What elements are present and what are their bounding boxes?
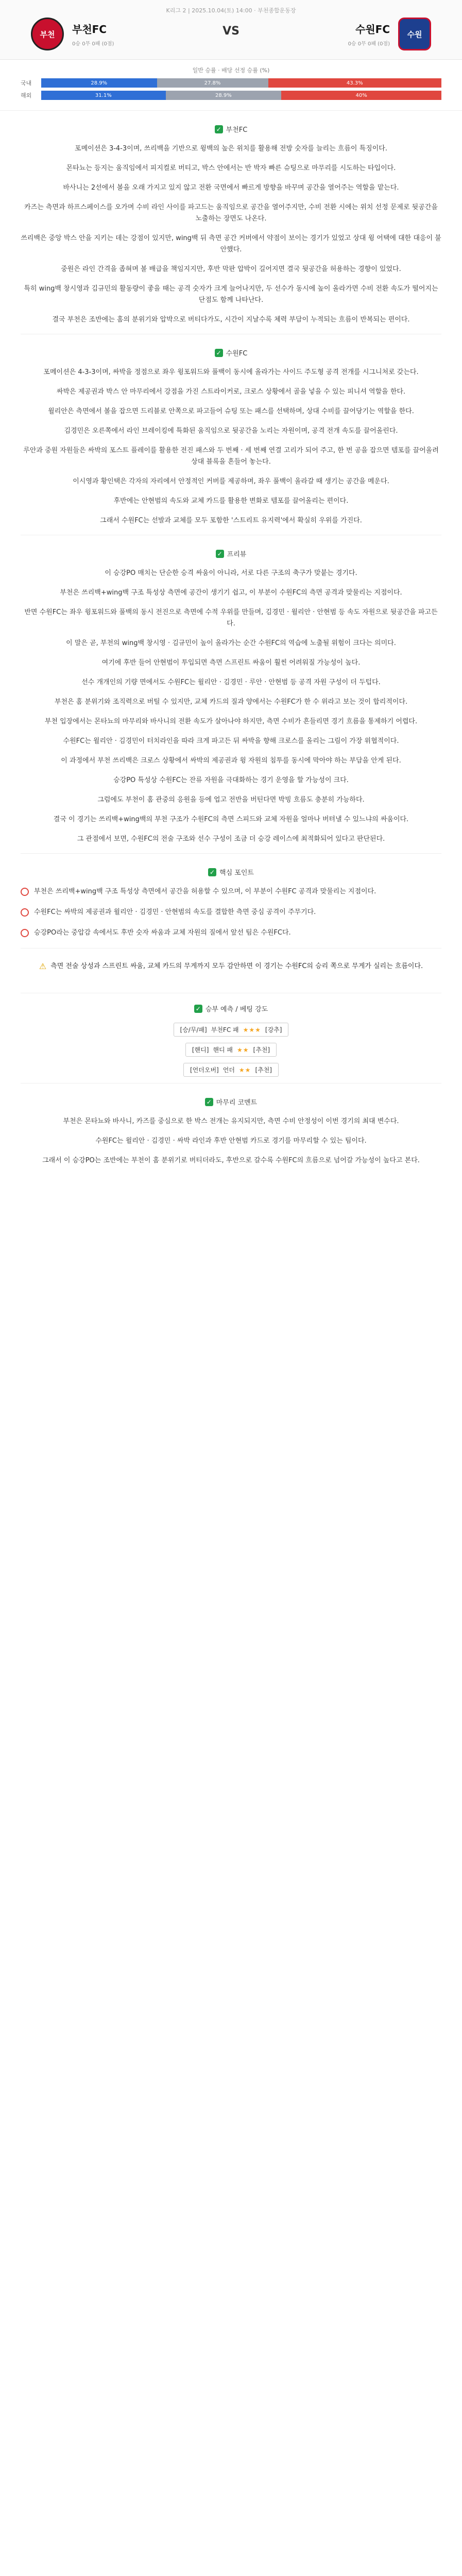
conclusion-text: 측면 전술 상성과 스프린트 싸움, 교체 카드의 무게까지 모두 감안하면 이 경기는 수원FC의 승리 쪽으로 무게가 실리는 흐름이다. xyxy=(50,962,423,970)
circle-icon xyxy=(21,888,29,896)
bet-label: [언더오버] xyxy=(190,1066,219,1074)
paragraph: 그래서 이 승강PO는 조반에는 부천이 홈 분위기로 버티더라도, 후반으로 갈수록 수원FC의 흐름으로 넘어갈 가능성이 높다고 본다. xyxy=(42,1157,420,1164)
paragraph: 쓰리백은 중앙 박스 안을 지키는 데는 강점이 있지만, wing백 뒤 측면 공간 커버에서 약점이 보이는 경기가 있었고 상대 윙 어택에 대한 대응이 불안했다. xyxy=(21,234,441,253)
key-point-text: 부천은 쓰리백+wing백 구조 특성상 측면에서 공간을 허용할 수 있으며, 이 부분이 수원FC 공격과 맞물리는 지점이다. xyxy=(34,888,377,895)
section-title: 부천FC xyxy=(226,126,248,134)
conclusion-callout xyxy=(0,961,462,972)
away-team-name: 수원FC xyxy=(355,23,390,36)
check-icon: ✓ xyxy=(215,125,223,133)
section-bucheon xyxy=(0,111,462,334)
paragraph: 루안과 중원 자원들은 싸박의 포스트 플레이를 활용한 전진 패스와 두 번째 · 세 번째 연결 고리가 되어 주고, 한 번 공을 잡으면 템포를 끌어올려 상대 블록을 흔들어 놓는다. xyxy=(23,447,439,466)
paragraph: 윌리안은 측면에서 볼을 잡으면 드리블로 안쪽으로 파고들어 슈팅 또는 패스를 선택하며, 상대 수비를 끌어당기는 역할을 한다. xyxy=(48,408,414,415)
stats-row-overseas xyxy=(21,91,441,100)
paragraph: 포메이션은 3-4-3이며, 쓰리백을 기반으로 윙백의 높은 위치를 활용해 전방 숫자를 늘리는 흐름이 특징이다. xyxy=(75,145,387,152)
paragraph: 부천은 쓰리백+wing백 구조 특성상 측면에 공간이 생기기 쉽고, 이 부분이 수원FC의 측면 공격과 맞물리는 지점이다. xyxy=(60,589,402,597)
key-point xyxy=(21,927,441,939)
paragraph: 반면 수원FC는 좌우 윙포워드와 풀백의 동시 전진으로 측면에 수적 우위를 만들며, 김경민 · 윌리안 · 안현범 등 속도 자원으로 뒷공간을 파고든다. xyxy=(24,608,438,628)
paragraph: 수원FC는 윌리안 · 김경민 · 싸박 라인과 후반 안현범 카드로 경기를 마무리할 수 있는 팀이다. xyxy=(95,1137,367,1145)
check-icon: ✓ xyxy=(215,349,223,357)
stats-row-label: 해외 xyxy=(21,92,32,99)
stats-row-label: 국내 xyxy=(21,80,32,87)
key-point-text: 수원FC는 싸박의 제공권과 윌리안 · 김경민 · 안현범의 속도를 결합한 측면 중심 공격이 주무기다. xyxy=(34,908,316,916)
paragraph: 바사니는 2선에서 볼을 오래 가지고 있지 않고 전환 국면에서 빠르게 방향을 바꾸며 공간을 열어주는 역할을 맡는다. xyxy=(63,184,399,192)
section-bet xyxy=(0,985,462,1083)
home-team-record: 0승 0무 0패 (0점) xyxy=(72,41,114,47)
paragraph: 이시영과 황인택은 각자의 자리에서 안정적인 커버를 제공하며, 좌우 풀백이 올라갈 때 생기는 공간을 메운다. xyxy=(73,478,389,485)
bet-pick: 핸디 패 xyxy=(213,1046,233,1054)
stats-title: 일반 승률 · 배당 선정 승률 (%) xyxy=(192,67,270,74)
bet-tag: [추천] xyxy=(253,1046,270,1054)
section-key-points xyxy=(0,854,462,948)
paragraph: 이 승강PO 매치는 단순한 승격 싸움이 아니라, 서로 다른 구조의 축구가 맞붙는 경기다. xyxy=(105,569,357,577)
key-point-text: 승강PO라는 중압감 속에서도 후반 숫자 싸움과 교체 자원의 질에서 앞선 팀은 수원FC다. xyxy=(34,929,291,937)
circle-icon xyxy=(21,908,29,917)
check-icon: ✓ xyxy=(208,868,216,876)
page xyxy=(0,0,462,1175)
warning-icon: ⚠ xyxy=(39,961,47,971)
loss-segment: 40% xyxy=(281,91,441,100)
away-team-record: 0승 0무 0패 (0점) xyxy=(348,41,390,47)
paragraph: 이 과정에서 부천 쓰리백은 크로스 상황에서 싸박의 제공권과 윙 자원의 침투를 동시에 막아야 하는 부담을 안게 된다. xyxy=(61,757,401,765)
paragraph: 승강PO 특성상 수원FC는 잔류 자원을 극대화하는 경기 운영을 할 가능성이 크다. xyxy=(113,776,349,784)
draw-segment: 28.9% xyxy=(166,91,282,100)
paragraph: 몬타뇨는 등지는 움직임에서 피지컬로 버티고, 박스 안에서는 반 박자 빠른 슈팅으로 마무리를 시도하는 타입이다. xyxy=(66,164,396,172)
bet-row-handicap xyxy=(21,1043,441,1057)
section-title: 승부 예측 / 베팅 강도 xyxy=(205,1006,268,1013)
paragraph: 싸박은 제공권과 박스 안 마무리에서 강점을 가진 스트라이커로, 크로스 상황에서 골을 넣을 수 있는 피니셔 역할을 한다. xyxy=(56,388,406,396)
paragraph: 이 말은 곧, 부천의 wing백 창시영 · 김규민이 높이 올라가는 순간 수원FC의 역습에 노출될 위험이 크다는 의미다. xyxy=(66,639,396,647)
away-team xyxy=(340,18,431,50)
paragraph: 결국 부천은 조반에는 홈의 분위기와 압박으로 버티다가도, 시간이 지날수록 체력 부담이 누적되는 흐름이 반복되는 편이다. xyxy=(52,316,410,324)
check-icon: ✓ xyxy=(216,550,224,558)
check-icon: ✓ xyxy=(205,1098,213,1106)
home-team-name: 부천FC xyxy=(72,23,107,36)
section-comment xyxy=(0,1083,462,1166)
stats-row-domestic xyxy=(21,78,441,88)
bet-row-under-over xyxy=(21,1063,441,1077)
section-suwon xyxy=(0,334,462,535)
section-title: 마무리 코멘트 xyxy=(216,1099,258,1107)
paragraph: 그래서 수원FC는 선발과 교체를 모두 포함한 '스트리트 유지력'에서 확실히 우위를 가진다. xyxy=(100,517,362,524)
paragraph: 그 관점에서 보면, 수원FC의 전술 구조와 선수 구성이 조금 더 승강 레이스에 최적화되어 있다고 판단된다. xyxy=(77,835,385,843)
win-segment: 28.9% xyxy=(41,78,157,88)
section-title: 수원FC xyxy=(226,350,248,358)
section-preview xyxy=(0,535,462,854)
section-title: 핵심 포인트 xyxy=(219,869,254,877)
win-rate-stats xyxy=(0,60,462,111)
draw-segment: 27.8% xyxy=(157,78,268,88)
match-header xyxy=(0,0,462,60)
paragraph: 결국 이 경기는 쓰리백+wing백의 부천 구조가 수원FC의 측면 스피드와 교체 자원을 얼마나 버텨낼 수 있느냐의 싸움이다. xyxy=(53,816,409,823)
paragraph: 부천 입장에서는 몬타뇨의 마무리와 바사니의 전환 속도가 살아나야 하지만, 측면 수비가 흔들리면 경기 흐름을 통제하기 어렵다. xyxy=(44,718,418,725)
section-title: 프리뷰 xyxy=(227,551,247,558)
key-point xyxy=(21,886,441,897)
key-point xyxy=(21,907,441,918)
paragraph: 카즈는 측면과 하프스페이스를 오가며 수비 라인 사이를 파고드는 움직임으로 공간을 열어주지만, 수비 전환 시에는 위치 선정 문제로 뒷공간을 노출하는 장면도 나온다. xyxy=(24,204,438,223)
paragraph: 김경민은 오른쪽에서 라인 브레이킹에 특화된 움직임으로 뒷공간을 노리는 자원이며, 공격 전개 속도를 끌어올린다. xyxy=(64,427,398,435)
loss-segment: 43.3% xyxy=(268,78,441,88)
vs-label: VS xyxy=(223,25,239,38)
paragraph: 특히 wing백 창시영과 김규민의 활동량이 좋을 때는 공격 숫자가 크게 늘어나지만, 두 선수가 동시에 높이 올라가면 수비 전환 속도가 떨어지는 단점도 함께 나타난다. xyxy=(24,285,438,304)
bet-tag: [강추] xyxy=(265,1026,282,1033)
paragraph: 여기에 후반 들어 안현범이 투입되면 측면 스프린트 싸움이 훨씬 어려워질 가능성이 높다. xyxy=(101,659,361,667)
paragraph: 후반에는 안현범의 속도와 교체 카드를 활용한 변화로 템포를 끌어올리는 편이다. xyxy=(113,497,349,505)
bet-row-result xyxy=(21,1023,441,1037)
bet-box xyxy=(185,1043,277,1057)
star-rating-icon: ★★ xyxy=(238,1066,251,1074)
league-info: K리그 2 | 2025.10.04(토) 14:00 · 부천종합운동장 xyxy=(166,7,296,14)
paragraph: 수원FC는 윌리안 · 김경민이 터치라인을 따라 크게 파고든 뒤 싸박을 향해 크로스를 올리는 그림이 가장 위협적이다. xyxy=(63,737,399,745)
paragraph: 부천은 몬타뇨와 바사니, 카즈를 중심으로 한 박스 전개는 유지되지만, 측면 수비 안정성이 이번 경기의 최대 변수다. xyxy=(63,1117,399,1125)
home-team-logo: 부천 xyxy=(31,18,64,50)
away-team-logo: 수원 xyxy=(398,18,431,50)
paragraph: 중원은 라인 간격을 좁혀며 볼 배급을 책임지지만, 후반 막판 압박이 길어지면 결국 뒷공간을 허용하는 경향이 있었다. xyxy=(61,265,401,273)
bet-box xyxy=(174,1023,289,1037)
bet-pick: 부천FC 패 xyxy=(211,1026,239,1033)
bet-tag: [추천] xyxy=(255,1066,272,1074)
bet-pick: 언더 xyxy=(223,1066,235,1074)
paragraph: 그럼에도 부천이 홈 관중의 응원을 등에 업고 전반을 버틴다면 박빙 흐름도 충분히 가능하다. xyxy=(97,796,365,804)
win-segment: 31.1% xyxy=(41,91,166,100)
bet-label: [핸디] xyxy=(192,1046,209,1054)
bet-box xyxy=(183,1063,279,1077)
paragraph: 선수 개개인의 기량 면에서도 수원FC는 윌리안 · 김경민 · 루안 · 안현범 등 공격 자원 구성이 더 두텁다. xyxy=(81,679,381,686)
bet-label: [승/무/패] xyxy=(180,1026,207,1033)
paragraph: 포메이션은 4-3-3이며, 싸박을 정점으로 좌우 윙포워드와 풀백이 동시에 올라가는 사이드 주도형 공격 전개를 시그니처로 갖는다. xyxy=(43,368,419,376)
star-rating-icon: ★★★ xyxy=(243,1026,261,1033)
paragraph: 부천은 홈 분위기와 조직력으로 버틸 수 있지만, 교체 카드의 질과 양에서는 수원FC가 한 수 위라고 보는 것이 합리적이다. xyxy=(54,698,408,706)
circle-icon xyxy=(21,929,29,937)
star-rating-icon: ★★ xyxy=(237,1046,249,1054)
check-icon: ✓ xyxy=(194,1005,202,1013)
